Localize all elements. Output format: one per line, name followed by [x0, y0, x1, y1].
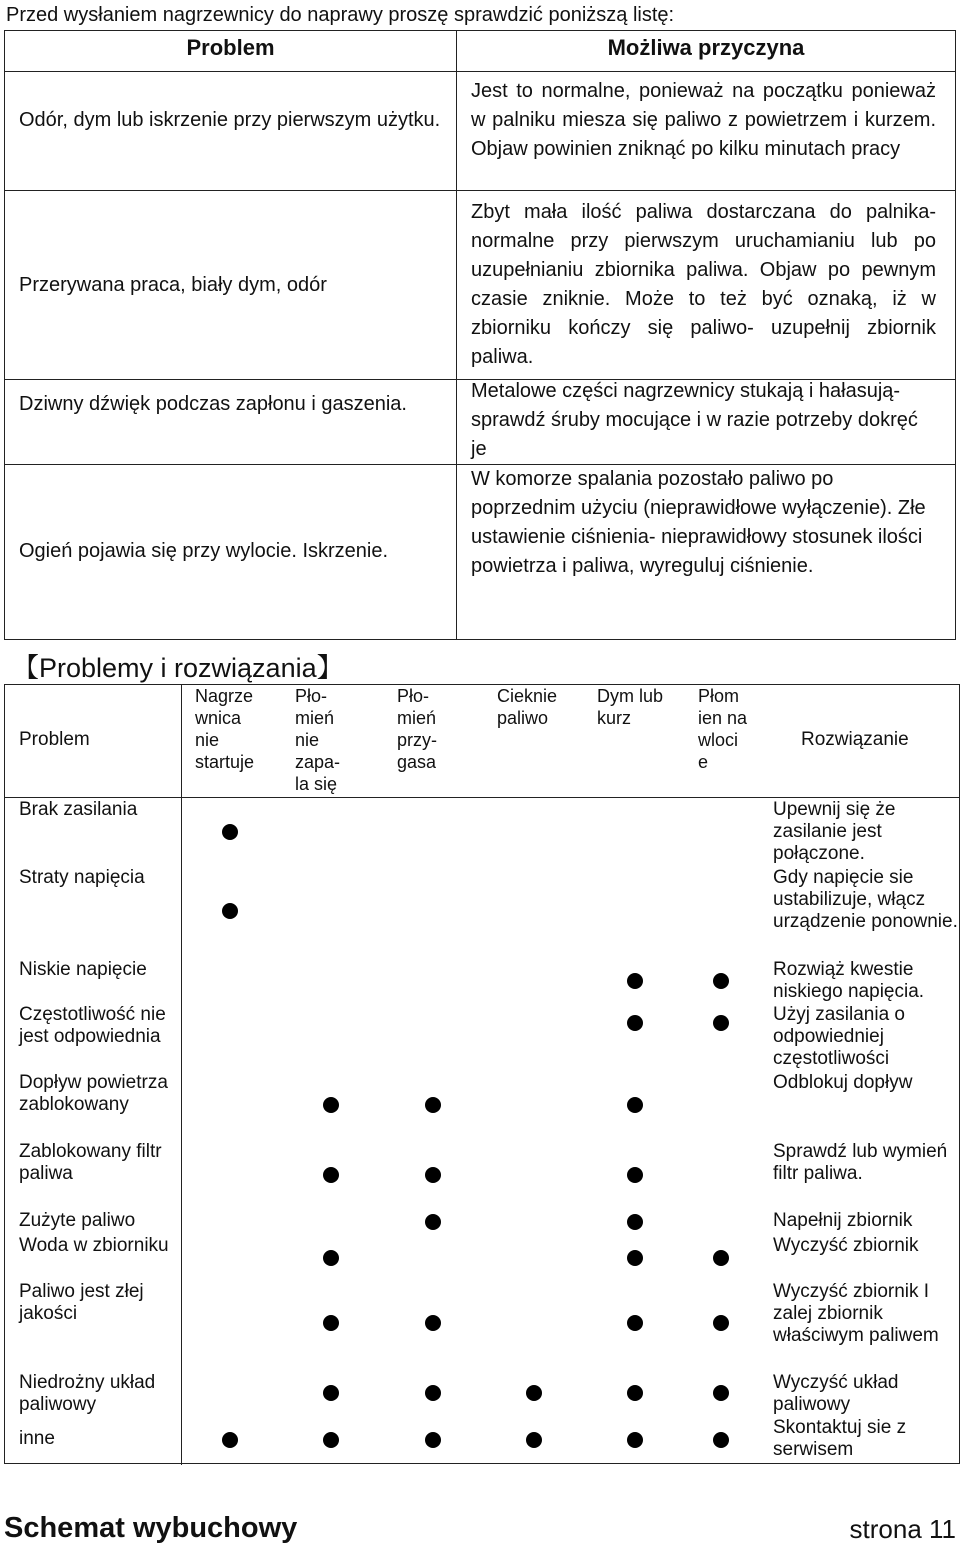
cause-cell: Metalowe części nagrzewnicy stukają i hałasują- sprawdź śruby mocujące i w razie potrzeby dokręć je	[471, 380, 918, 460]
header-cause: Możliwa przyczyna	[607, 35, 805, 60]
table-row-problem: Zużyte paliwo	[19, 1210, 136, 1231]
marker-dot	[713, 1432, 729, 1448]
table-row-problem: Woda w zbiorniku	[19, 1235, 169, 1256]
table-row-problem: Częstotliwość nie jest odpowiednia	[19, 1004, 166, 1047]
header-col-flame-outlet: Płom ien na wloci e	[698, 686, 748, 772]
table-row-problem: Straty napięcia	[19, 867, 145, 888]
marker-dot	[222, 1432, 238, 1448]
marker-dot	[627, 973, 643, 989]
column-divider	[181, 685, 182, 1465]
marker-dot	[323, 1250, 339, 1266]
table-row-solution: Gdy napięcie sie ustabilizuje, włącz urządzenie ponownie.	[773, 867, 958, 932]
marker-dot	[323, 1432, 339, 1448]
marker-dot	[627, 1315, 643, 1331]
table-row-solution: Napełnij zbiornik	[773, 1210, 913, 1231]
marker-dot	[425, 1214, 441, 1230]
marker-dot	[425, 1315, 441, 1331]
intro-text: Przed wysłaniem nagrzewnicy do naprawy proszę sprawdzić poniższą listę:	[6, 4, 675, 26]
problem-cell: Ogień pojawia się przy wylocie. Iskrzenie.	[19, 540, 389, 562]
table-row-solution: Użyj zasilania o odpowiedniej częstotliwości	[773, 1004, 905, 1069]
row-divider	[5, 190, 955, 191]
table-row-problem: Niedrożny układ paliwowy	[19, 1372, 156, 1415]
header-col-flame-fades: Pło- mień przy- gasa	[397, 686, 437, 772]
table-row-solution: Odblokuj dopływ	[773, 1072, 913, 1093]
cause-cell: W komorze spalania pozostało paliwo po poprzednim użyciu (nieprawidłowe wyłączenie). Złe ustawienie ciśnienia- nieprawidłowy stosunek ilości powietrza i paliwa, wyreguluj ciśnienie.	[471, 468, 926, 577]
header-solution: Rozwiązanie	[801, 729, 909, 750]
table-row-problem: Paliwo jest złej jakości	[19, 1281, 144, 1324]
marker-dot	[425, 1432, 441, 1448]
header-divider	[5, 797, 769, 798]
table-row-solution: Rozwiąż kwestie niskiego napięcia.	[773, 959, 925, 1002]
table-row-problem: Dopływ powietrza zablokowany	[19, 1072, 168, 1115]
marker-dot	[323, 1097, 339, 1113]
marker-dot	[627, 1214, 643, 1230]
marker-dot	[222, 824, 238, 840]
header-problem: Problem	[186, 35, 275, 60]
marker-dot	[627, 1432, 643, 1448]
header-problem: Problem	[19, 729, 90, 750]
header-col-no-start: Nagrze wnica nie startuje	[195, 686, 255, 772]
column-divider	[456, 31, 457, 639]
marker-dot	[627, 1250, 643, 1266]
table-row-solution: Wyczyść zbiornik	[773, 1235, 919, 1256]
marker-dot	[222, 903, 238, 919]
header-col-smoke: Dym lub kurz	[597, 686, 664, 728]
header-divider	[5, 71, 955, 72]
table-row-problem: Brak zasilania	[19, 799, 138, 820]
marker-dot	[526, 1432, 542, 1448]
problem-cell: Odór, dym lub iskrzenie przy pierwszym użytku.	[19, 109, 441, 131]
table-row-problem: Niskie napięcie	[19, 959, 147, 980]
marker-dot	[526, 1385, 542, 1401]
marker-dot	[323, 1385, 339, 1401]
marker-dot	[627, 1097, 643, 1113]
table-row-solution: Wyczyść układ paliwowy	[773, 1372, 899, 1415]
marker-dot	[627, 1385, 643, 1401]
problem-cell: Dziwny dźwięk podczas zapłonu i gaszenia.	[19, 393, 407, 415]
marker-dot	[713, 1315, 729, 1331]
footer-title: Schemat wybuchowy	[4, 1512, 298, 1544]
header-divider	[769, 797, 960, 798]
table-row-solution: Upewnij się że zasilanie jest połączone.	[773, 799, 896, 864]
marker-dot	[425, 1385, 441, 1401]
table-row-solution: Skontaktuj sie z serwisem	[773, 1417, 907, 1460]
header-col-fuel-leak: Cieknie paliwo	[497, 686, 558, 728]
marker-dot	[713, 1250, 729, 1266]
marker-dot	[713, 973, 729, 989]
troubleshooting-table	[4, 684, 960, 1464]
marker-dot	[425, 1167, 441, 1183]
header-col-no-ignite: Pło- mień nie zapa- la się	[295, 686, 341, 794]
marker-dot	[323, 1315, 339, 1331]
table-row-solution: Wyczyść zbiornik I zalej zbiornik właściwym paliwem	[773, 1281, 939, 1346]
marker-dot	[323, 1167, 339, 1183]
table-row-problem: Zablokowany filtr paliwa	[19, 1141, 162, 1184]
cause-cell: Jest to normalne, ponieważ na początku ponieważ w palniku miesza się paliwo z powietrzem i kurzem. Objaw powinien zniknąć po kilku minutach pracy	[471, 80, 936, 160]
section-title: 【Problemy i rozwiązania】	[12, 653, 344, 683]
page-number: strona 11	[849, 1514, 956, 1544]
cause-cell: Zbyt mała ilość paliwa dostarczana do palnika- normalne przy pierwszym uruchamianiu lub po uzupełnianiu zbiornika paliwa. Objaw po pewnym czasie zniknie. Może to też być oznaką, iż w zbiorniku kończy się paliwo- uzupełnij zbiornik paliwa.	[471, 201, 936, 368]
table-row-problem: inne	[19, 1428, 55, 1449]
marker-dot	[425, 1097, 441, 1113]
causes-table	[4, 30, 956, 640]
marker-dot	[713, 1015, 729, 1031]
marker-dot	[713, 1385, 729, 1401]
table-row-solution: Sprawdź lub wymień filtr paliwa.	[773, 1141, 948, 1184]
marker-dot	[627, 1015, 643, 1031]
problem-cell: Przerywana praca, biały dym, odór	[19, 274, 327, 296]
marker-dot	[627, 1167, 643, 1183]
